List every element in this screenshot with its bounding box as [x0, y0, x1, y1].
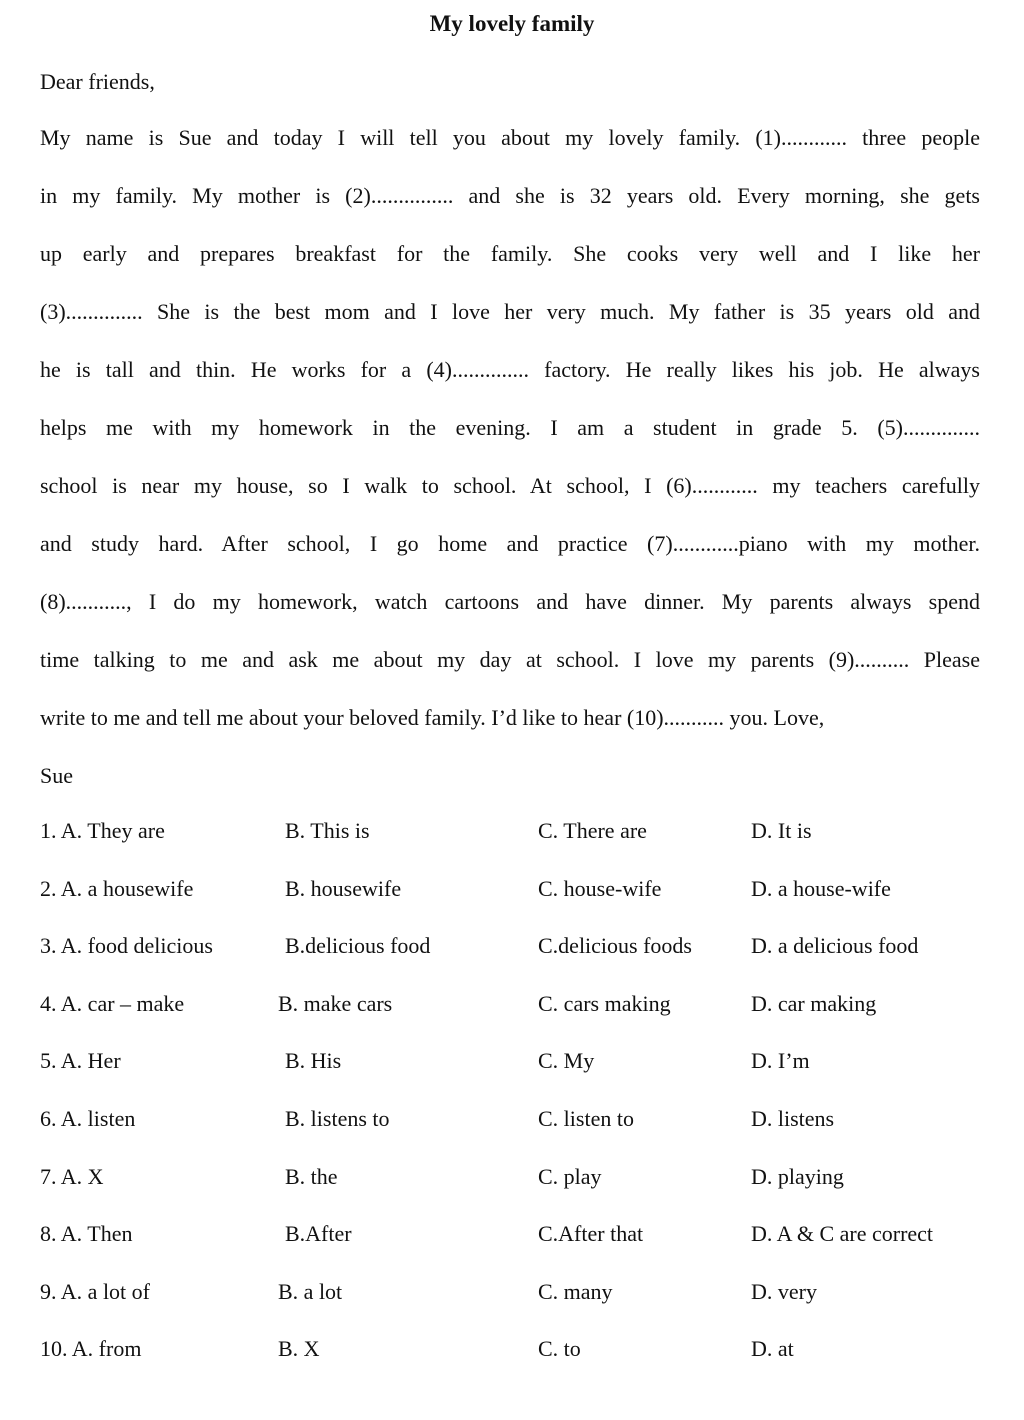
option-a: 8. A. Then [40, 1221, 133, 1247]
option-b: B. make cars [278, 990, 393, 1016]
letter-line: in my family. My mother is (2)............... and she is 32 years old. Every morning, she gets [40, 183, 980, 208]
question-row [40, 1161, 980, 1219]
question-row [40, 1276, 980, 1334]
option-a: 6. A. listen [40, 1105, 136, 1131]
option-a: 1. A. They are [40, 818, 165, 843]
letter-line: up early and prepares breakfast for the family. She cooks very well and I like her [40, 241, 980, 266]
letter-line: he is tall and thin. He works for a (4).............. factory. He really likes his job. He always [40, 357, 980, 382]
letter-line: and study hard. After school, I go home and practice (7)............piano with my mother. [40, 531, 980, 556]
question-row [40, 930, 980, 988]
option-a: 7. A. X [40, 1163, 104, 1189]
option-d: D. a house-wife [751, 875, 891, 901]
question-row [40, 1333, 980, 1391]
option-b: B. a lot [278, 1278, 343, 1304]
letter-line: time talking to me and ask me about my day at school. I love my parents (9).......... Please [40, 647, 980, 672]
option-a: 2. A. a housewife [40, 875, 194, 901]
option-c: C. My [538, 1048, 595, 1074]
question-row [40, 1103, 980, 1161]
letter-line: (8)..........., I do my homework, watch cartoons and have dinner. My parents always spend [40, 589, 980, 614]
option-d: D. A & C are correct [751, 1221, 934, 1247]
option-a: 9. A. a lot of [40, 1278, 150, 1304]
option-d: D. very [751, 1278, 817, 1304]
option-a: 5. A. Her [40, 1048, 121, 1074]
option-d: D. listens [751, 1105, 835, 1131]
option-a: 3. A. food delicious [40, 933, 213, 959]
option-d: D. at [751, 1336, 794, 1362]
letter-line: My name is Sue and today I will tell you about my lovely family. (1)............ three people [40, 125, 980, 150]
option-c: C. There are [538, 818, 647, 843]
option-b: B.delicious food [285, 933, 431, 959]
option-c: C. listen to [538, 1105, 634, 1131]
option-a: 10. A. from [40, 1336, 142, 1362]
letter-line: (3).............. She is the best mom and I love her very much. My father is 35 years old and [40, 299, 980, 324]
option-d: D. car making [751, 990, 877, 1016]
option-c: C. to [538, 1336, 581, 1362]
option-b: B. listens to [285, 1105, 390, 1131]
letter-line: helps me with my homework in the evening. I am a student in grade 5. (5).............. [40, 415, 980, 440]
letter-body [40, 122, 980, 818]
question-row [40, 988, 980, 1046]
option-d: D. It is [751, 818, 812, 843]
question-row [40, 873, 980, 931]
option-c: C. many [538, 1278, 613, 1304]
option-c: C. play [538, 1163, 602, 1189]
question-row [40, 1218, 980, 1276]
page-title: My lovely family [429, 11, 595, 36]
option-b: B. the [285, 1163, 338, 1189]
letter-line: write to me and tell me about your beloved family. I’d like to hear (10)........... you. Love, [40, 705, 825, 730]
letter-signature: Sue [40, 763, 73, 788]
question-row [40, 1045, 980, 1103]
answer-options [40, 815, 980, 1391]
option-d: D. playing [751, 1163, 844, 1189]
option-c: C. cars making [538, 990, 671, 1016]
letter-greeting: Dear friends, [40, 69, 155, 94]
option-d: D. I’m [751, 1048, 810, 1074]
option-a: 4. A. car – make [40, 990, 185, 1016]
option-b: B. This is [285, 818, 370, 843]
option-c: C.delicious foods [538, 933, 692, 959]
option-b: B.After [285, 1221, 352, 1247]
option-d: D. a delicious food [751, 933, 919, 959]
letter-line: school is near my house, so I walk to school. At school, I (6)............ my teachers carefully [40, 473, 980, 498]
option-b: B. His [285, 1048, 342, 1074]
option-b: B. housewife [285, 875, 402, 901]
question-row [40, 815, 980, 873]
option-b: B. X [278, 1336, 320, 1362]
option-c: C.After that [538, 1221, 644, 1247]
option-c: C. house-wife [538, 875, 662, 901]
